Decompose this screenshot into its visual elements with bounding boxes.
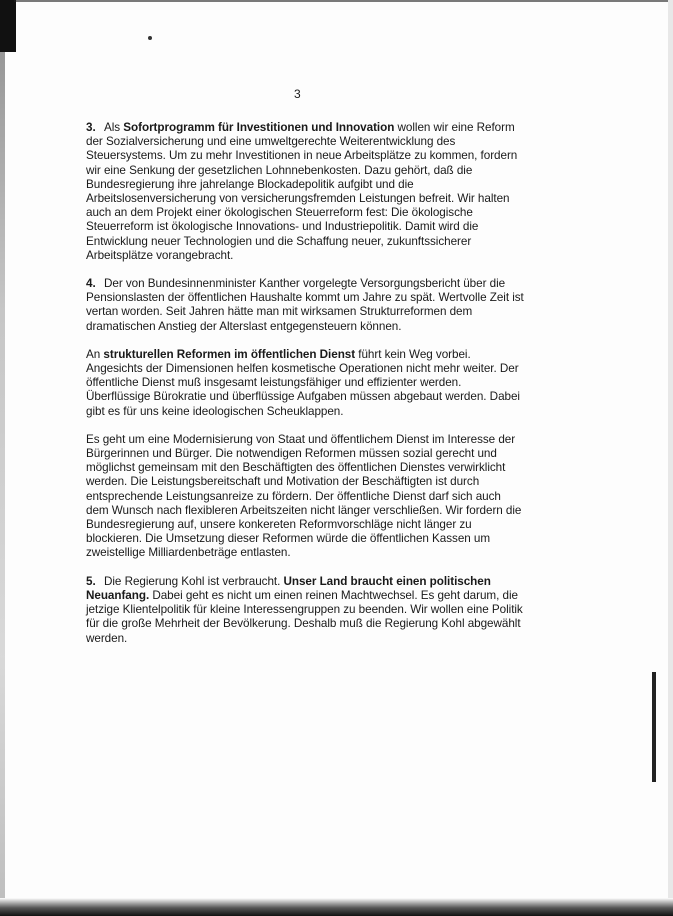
scan-right-edge — [668, 0, 673, 916]
paragraph-4 — [86, 277, 524, 334]
paragraph-3 — [86, 121, 524, 263]
scan-top-line — [14, 0, 673, 2]
text-segment: Dabei geht es nicht um einen reinen Machtwechsel. Es geht darum, die jetzige Klientelpolitik für kleine Interessengruppen zu beenden. Wir wollen eine Politik für die große Mehrheit der Bevölkerung. Deshalb muß die Regierung Kohl abgewählt werden. — [86, 588, 523, 645]
text-segment: Als — [104, 121, 124, 134]
paragraph-number: 3. — [86, 121, 96, 134]
scan-edge-shadow — [0, 52, 5, 916]
text-segment: führt kein Weg vorbei. Angesichts der Dimensionen helfen kosmetische Operationen nicht mehr weiter. Der öffentliche Dienst muß insgesamt leistungsfähiger und effizienter werden. Überflüssige Bürokratie und überflüssige Aufgaben müssen abgebaut werden. Dabei gibt es für uns keine ideologischen Scheuklappen. — [86, 347, 520, 418]
paragraph-5 — [86, 575, 524, 646]
text-segment: Es geht um eine Modernisierung von Staat und öffentlichem Dienst im Interesse der Bürgerinnen und Bürger. Die notwendigen Reformen müssen sozial gerecht und möglichst gemeinsam mit den Beschäftigten des öffentlichen Dienstes verwirklicht werden. Die Leistungsbereitschaft und Motivation der Beschäftigten ist durch entsprechende Leistungsanreize zu fördern. Der öffentliche Dienst darf sich auch dem Wunsch nach flexibleren Arbeitszeiten nicht länger verschließen. Wir fordern die Bundesregierung auf, unsere konkereten Reformvorschläge nicht länger zu blockieren. Die Umsetzung dieser Reformen würde die öffentlichen Kassen um zweistellige Milliardenbeträge entlasten. — [86, 432, 522, 560]
bold-segment: Sofortprogramm für Investitionen und Innovation — [123, 121, 395, 134]
document-body — [86, 121, 524, 660]
page-number: 3 — [294, 87, 301, 101]
text-segment: wollen wir eine Reform der Sozialversicherung und eine umweltgerechte Weiterentwicklung des Steuersystems. Um zu mehr Investitionen in neue Arbeitsplätze zu kommen, fordern wir eine Senkung der gesetzlichen Lohnnebenkosten. Dazu gehört, daß die Bundesregierung ihre jahrelange Blockadepolitik aufgibt und die Arbeitslosenversicherung von versicherungsfremden Leistungen befreit. Wir halten auch an dem Projekt einer ökologischen Steuerreform fest: Die ökologische Steuerreform ist ökologische Innovations- und Industriepolitik. Damit wird die Entwicklung neuer Technologien und die Schaffung neuer, zukunftssicherer Arbeitsplätze vorangebracht. — [86, 121, 518, 262]
scan-bottom-edge — [0, 898, 673, 916]
scan-edge-artifact — [0, 0, 16, 52]
bold-segment: strukturellen Reformen im öffentlichen Dienst — [103, 347, 356, 361]
text-segment: Die Regierung Kohl ist verbraucht. — [104, 574, 284, 588]
paragraph-number: 5. — [86, 574, 96, 588]
paragraph-modernization — [86, 433, 524, 561]
bold-segment: Unser Land braucht einen politischen Neuanfang. — [86, 574, 491, 602]
paragraph-structural-reforms — [86, 348, 524, 419]
scan-speck — [148, 36, 152, 40]
text-segment: Der von Bundesinnenminister Kanther vorgelegte Versorgungsbericht über die Pensionslasten der öffentlichen Haushalte kommt um Jahre zu spät. Wertvolle Zeit ist vertan worden. Seit Jahren hätte man mit wirksamen Strukturreformen dem dramatischen Anstieg der Alterslast entgegensteuern können. — [86, 277, 524, 333]
paragraph-number: 4. — [86, 277, 96, 291]
text-segment: An — [86, 347, 104, 361]
scan-margin-mark — [652, 672, 656, 782]
